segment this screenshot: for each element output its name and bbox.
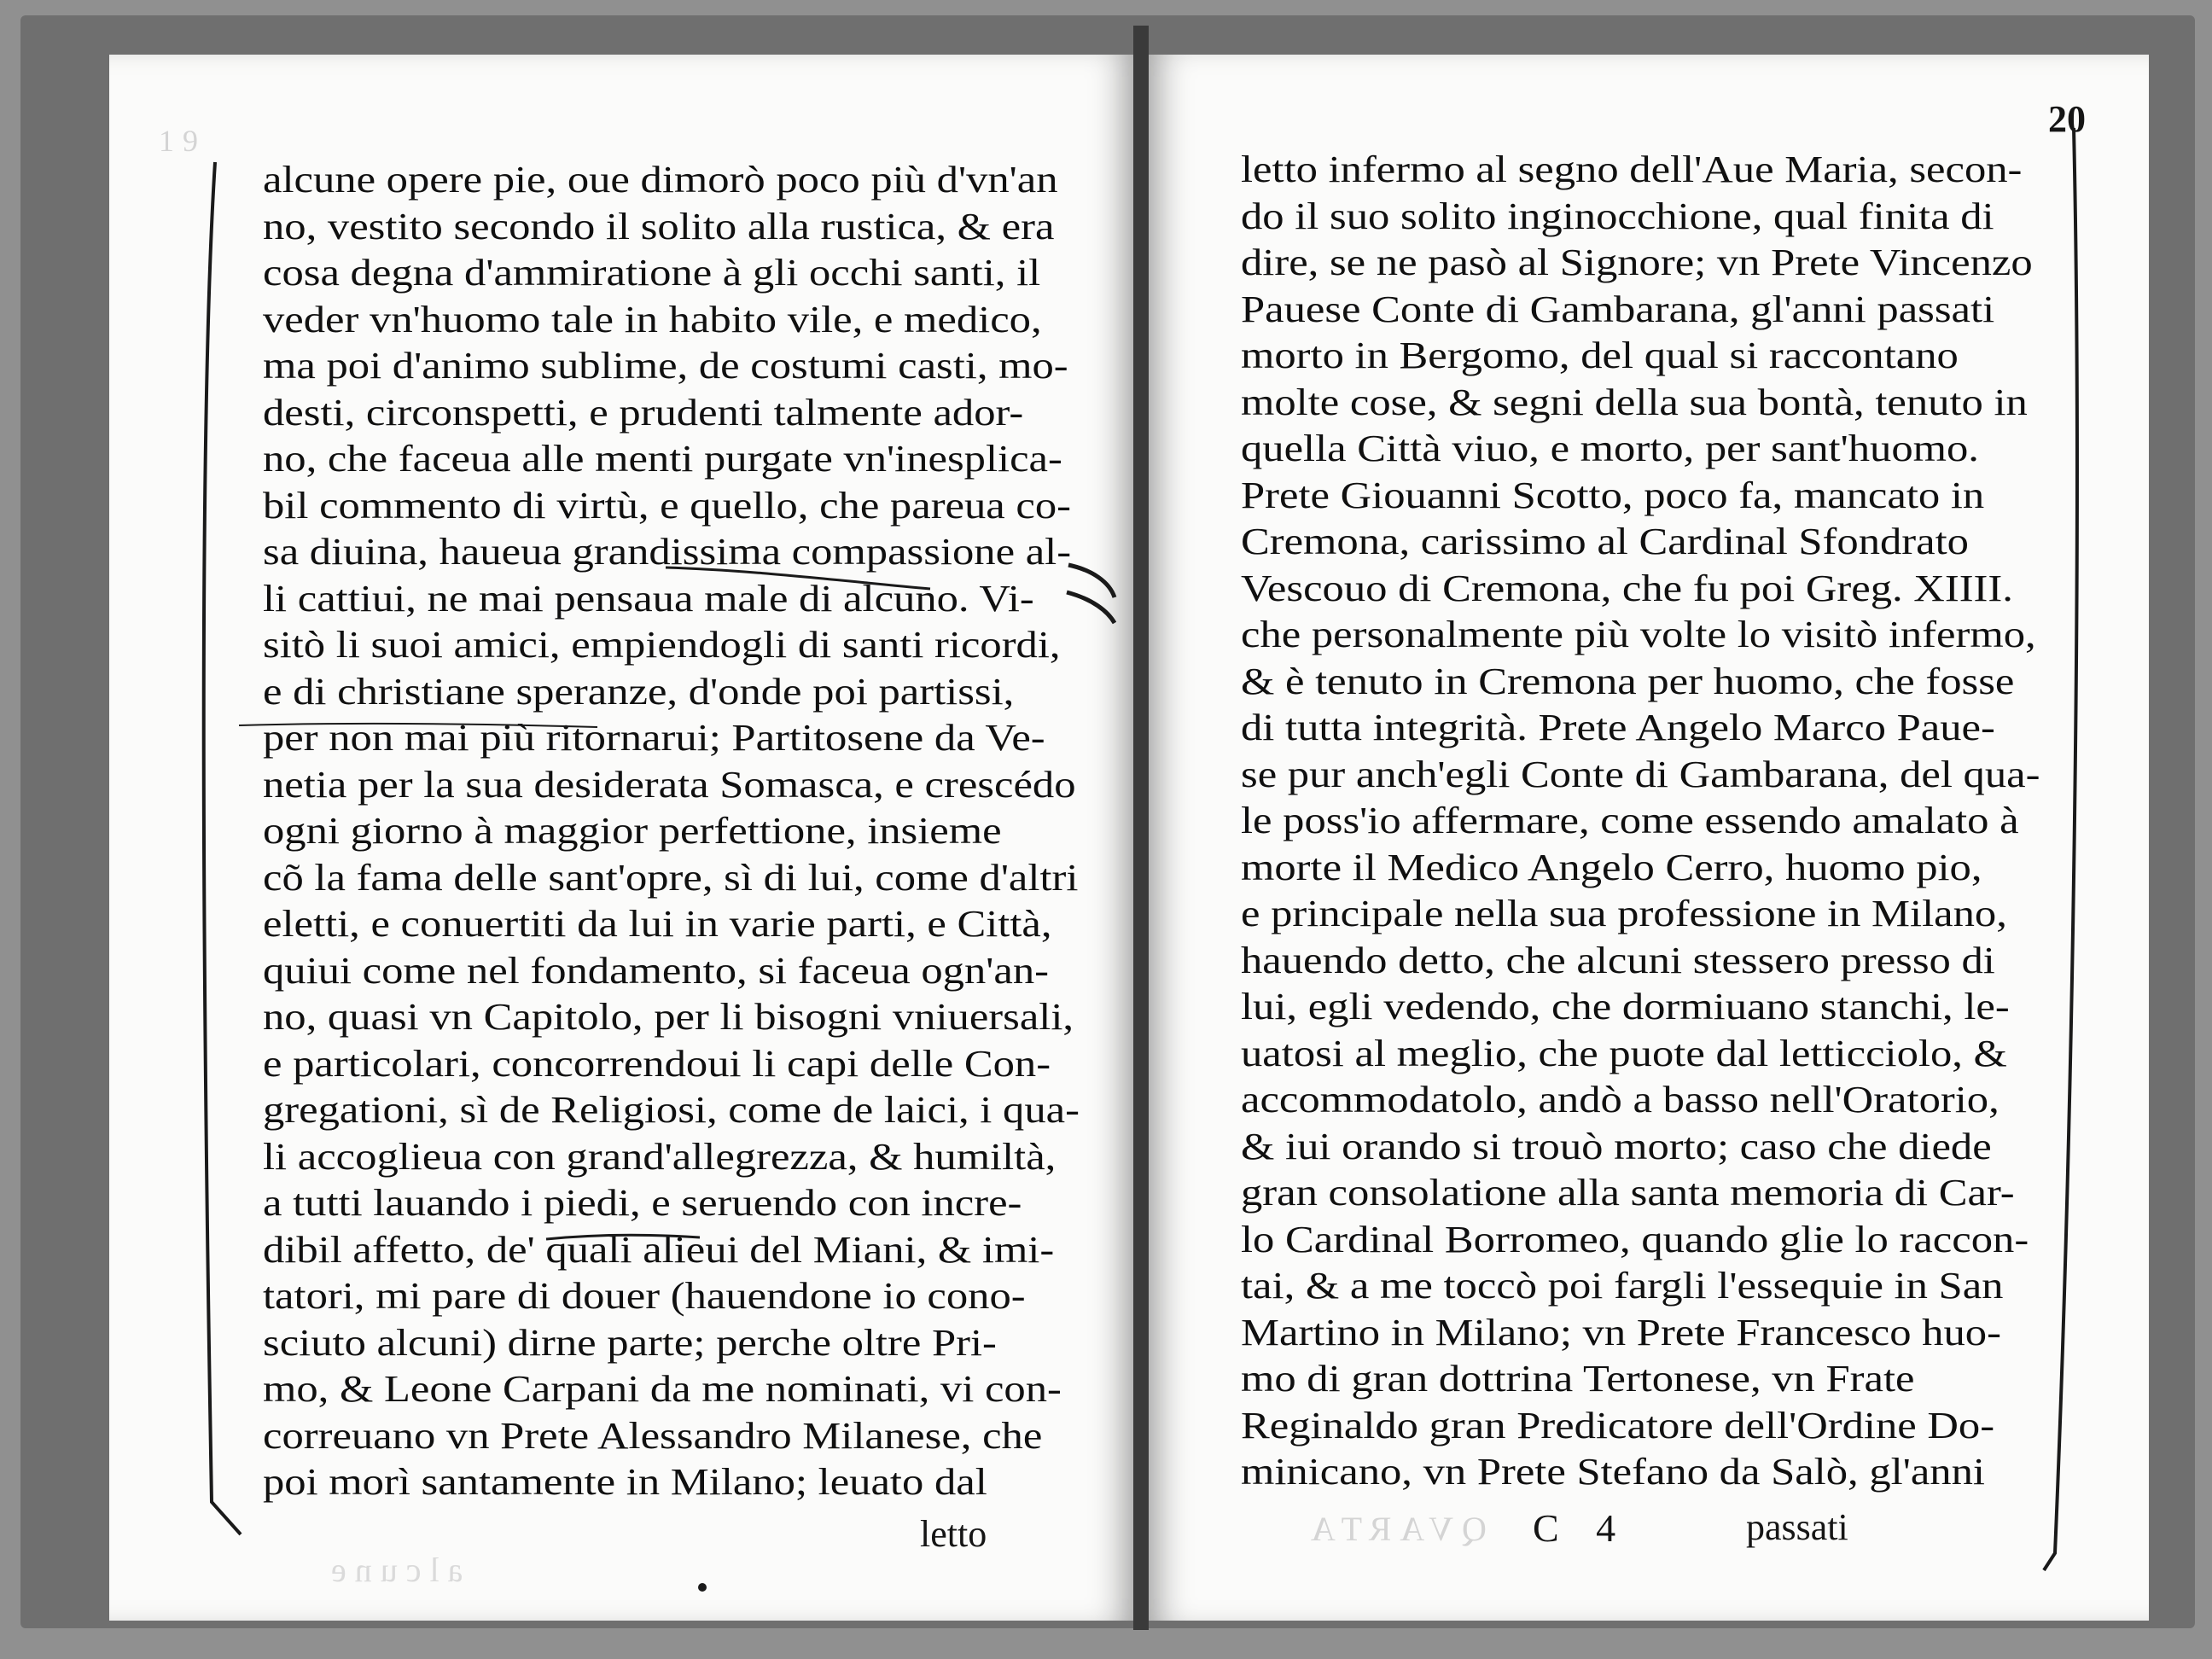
text-line: quiui come nel fondamento, si faceua ogn'an- [263, 949, 1050, 992]
gutter-mark [1068, 565, 1115, 597]
text-line: mo di gran dottrina Tertonese, vn Frate [1241, 1358, 1915, 1400]
text-line: desti, circonspetti, e prudenti talmente ador- [263, 391, 1024, 434]
text-line: & iui orando si trouò morto; caso che diede [1241, 1125, 1992, 1167]
text-line: hauendo detto, che alcuni stessero presso di [1241, 939, 1995, 981]
text-line: Prete Giouanni Scotto, poco fa, mancato in [1241, 474, 1985, 516]
text-line: che personalmente più volte lo visitò infermo, [1241, 614, 2036, 655]
right-margin-bracket [2044, 128, 2077, 1570]
text-line: alcune opere pie, oue dimorò poco più d'vn'an [263, 159, 1058, 201]
underline-mark [666, 568, 930, 589]
text-line: eletti, e conuertiti da lui in varie parti, e Città, [263, 903, 1052, 945]
text-line: li cattiui, ne mai pensaua male di alcuno. Vi- [263, 577, 1034, 620]
text-line: & è tenuto in Cremona per huomo, che fosse [1241, 660, 2015, 702]
text-line: ma poi d'animo sublime, de costumi casti, mo- [263, 345, 1068, 387]
text-line: morto in Bergomo, del qual si raccontano [1241, 335, 1959, 376]
text-line: no, che faceua alle menti purgate vn'inesplica- [263, 438, 1062, 480]
text-line: poi morì santamente in Milano; leuato dal [263, 1461, 987, 1503]
text-line: molte cose, & segni della sua bontà, tenuto in [1241, 381, 2028, 423]
text-line: dibil affetto, de' quali alieui del Miani, & imi- [263, 1228, 1055, 1271]
gutter-mark [1067, 592, 1115, 623]
text-line: di tutta integrità. Prete Angelo Marco Paue- [1241, 707, 1995, 748]
text-line: e di christiane speranze, d'onde poi partissi, [263, 670, 1015, 713]
text-line: li accoglieua con grand'allegrezza, & humiltà, [263, 1135, 1057, 1178]
underline-mark [546, 1235, 700, 1239]
signature-mark: C 4 [1533, 1506, 1630, 1550]
text-line: letto infermo al segno dell'Aue Maria, secon- [1241, 148, 2023, 190]
text-line: ogni giorno à maggior perfettione, insieme [263, 810, 1002, 852]
text-line: sa diuina, haueua grandissima compassione al- [263, 531, 1072, 573]
text-line: Martino in Milano; vn Prete Francesco huo- [1241, 1311, 2001, 1353]
text-line: lo Cardinal Borromeo, quando glie lo raccon- [1241, 1218, 2029, 1260]
bleed-through-mark: QVARTA [1302, 1510, 1487, 1548]
text-line: correuano vn Prete Alessandro Milanese, che [263, 1414, 1043, 1457]
text-line: do il suo solito inginocchione, qual finita di [1241, 195, 1994, 237]
bleed-through-mark: alcune [323, 1551, 463, 1589]
text-line: morte il Medico Angelo Cerro, huomo pio, [1241, 846, 1982, 888]
text-line: quella Città viuo, e morto, per sant'huomo. [1241, 428, 1979, 469]
underline-mark [239, 724, 597, 727]
text-line: no, quasi vn Capitolo, per li bisogni vniuersali, [263, 996, 1074, 1038]
text-line: e particolari, concorrendoui li capi delle Con- [263, 1042, 1051, 1085]
text-line: veder vn'huomo tale in habito vile, e medico, [263, 298, 1042, 341]
text-line: a tutti lauando i piedi, e seruendo con incre- [263, 1182, 1022, 1224]
text-line: e principale nella sua professione in Milano, [1241, 893, 2007, 934]
text-line: cosa degna d'ammiratione à gli occhi santi, il [263, 252, 1041, 294]
text-line: Cremona, carissimo al Cardinal Sfondrato [1241, 521, 1969, 562]
text-line: gregationi, sì de Religiosi, come de laici, i qua- [263, 1089, 1080, 1131]
text-line: cõ la fama delle sant'opre, sì di lui, come d'altri [263, 856, 1079, 899]
text-line: mo, & Leone Carpani da me nominati, vi con- [263, 1368, 1062, 1410]
text-line: gran consolatione alla santa memoria di Car- [1241, 1172, 2015, 1214]
text-line: no, vestito secondo il solito alla rustica, & era [263, 205, 1055, 247]
text-line: netia per la sua desiderata Somasca, e crescédo [263, 763, 1076, 806]
bleed-through-mark: 19 [159, 124, 207, 158]
text-line: bil commento di virtù, e quello, che pareua co- [263, 484, 1072, 527]
left-margin-bracket [204, 162, 241, 1534]
left-catchword: letto [920, 1513, 987, 1555]
text-line: accommodatolo, andò a basso nell'Oratorio, [1241, 1079, 2000, 1121]
page-number: 20 [2048, 98, 2086, 140]
text-line: Vescouo di Cremona, che fu poi Greg. XIIII. [1241, 567, 2013, 609]
text-line: le poss'io affermare, come essendo amalato à [1241, 800, 2019, 841]
text-line: tai, & a me toccò poi fargli l'essequie in San [1241, 1265, 2004, 1307]
ink-dot [698, 1583, 707, 1592]
text-line: uatosi al meglio, che puote dal letticciolo, & [1241, 1032, 2007, 1074]
text-line: tatori, mi pare di douer (hauendone io cono- [263, 1275, 1026, 1317]
text-line: dire, se ne pasò al Signore; vn Prete Vincenzo [1241, 242, 2033, 283]
text-line: minicano, vn Prete Stefano da Salò, gl'anni [1241, 1451, 1985, 1493]
text-line: sitò li suoi amici, empiendogli di santi ricordi, [263, 624, 1061, 666]
text-line: Reginaldo gran Predicatore dell'Ordine Do- [1241, 1404, 1995, 1447]
text-line: sciuto alcuni) dirne parte; perche oltre Pri- [263, 1321, 997, 1364]
right-catchword: passati [1746, 1506, 1848, 1548]
text-line: se pur anch'egli Conte di Gambarana, del qua- [1241, 753, 2040, 795]
text-line: per non mai più ritornarui; Partitosene da Ve- [263, 717, 1045, 759]
text-line: lui, egli vedendo, che dormiuano stanchi, le- [1241, 986, 2010, 1027]
text-line: Pauese Conte di Gambarana, gl'anni passati [1241, 288, 1995, 330]
